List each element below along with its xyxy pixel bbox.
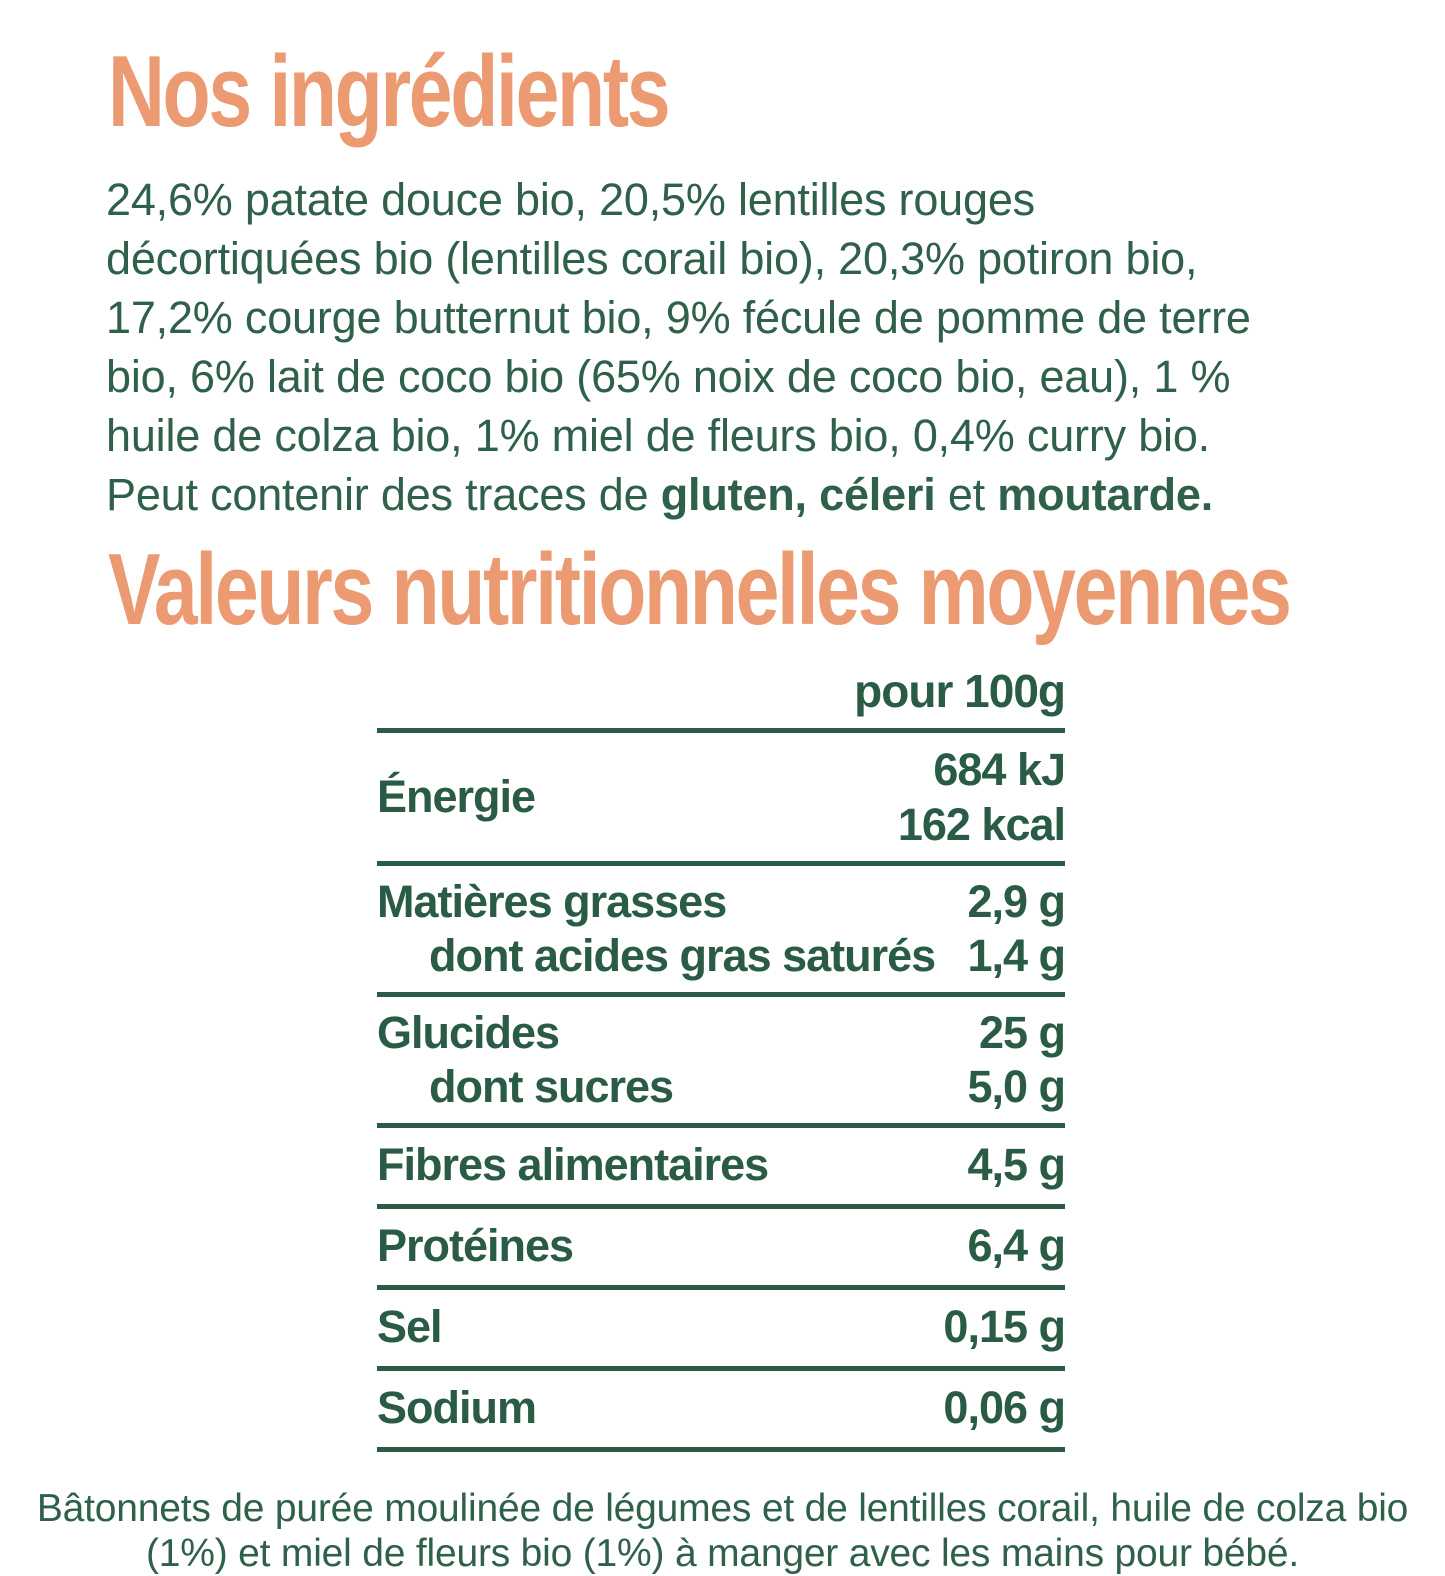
row-sel: [377, 1285, 1065, 1366]
ingredient-line: 17,2% courge butternut bio, 9% fécule de pomme de terre: [106, 292, 1251, 343]
allergen-sep: [807, 469, 819, 520]
allergen-celeri: céleri: [819, 469, 936, 520]
footer-line: (1%) et miel de fleurs bio (1%) à manger avec les mains pour bébé.: [145, 1532, 1299, 1575]
per-100g-header: pour 100g: [854, 665, 1065, 717]
ingredient-line: bio, 6% lait de coco bio (65% noix de coco bio, eau), 1 %: [106, 351, 1231, 402]
footer-description: [0, 1486, 1445, 1576]
row-label: Protéines: [377, 1220, 574, 1271]
allergen-line: [106, 465, 1409, 524]
row-fibres: [377, 1123, 1065, 1204]
nutrition-table-container: [377, 664, 1065, 1452]
subrow-acides-gras-satures: [377, 929, 1065, 983]
row-label: Sodium: [377, 1382, 536, 1433]
nutrition-title: [108, 534, 1445, 658]
subrow-value: 1,4 g: [967, 930, 1065, 981]
allergen-gluten: gluten,: [660, 469, 807, 520]
ingredients-text: [106, 170, 1409, 524]
row-label: Énergie: [377, 771, 536, 822]
nutrition-title-text: Valeurs nutritionnelles moyennes: [108, 534, 1290, 646]
nutrition-table: [377, 728, 1065, 1452]
row-matieres-grasses: [377, 861, 1065, 992]
row-energie: [377, 728, 1065, 861]
row-values: [898, 742, 1065, 852]
subrow-label: dont sucres: [429, 1061, 674, 1112]
fat-main-row: [377, 875, 1065, 929]
carbs-main-row: [377, 1006, 1065, 1060]
row-value: 0,06 g: [943, 1382, 1065, 1433]
row-value: 0,15 g: [943, 1301, 1065, 1352]
subrow-label: dont acides gras saturés: [429, 930, 936, 981]
energy-kj: 684 kJ: [933, 744, 1065, 795]
row-value: 6,4 g: [967, 1220, 1065, 1271]
ingredients-title-text: Nos ingrédients: [108, 36, 669, 148]
subrow-value: 5,0 g: [967, 1061, 1065, 1112]
ingredient-line: huile de colza bio, 1% miel de fleurs bio, 0,4% curry bio.: [106, 410, 1210, 461]
row-label: Sel: [377, 1301, 442, 1352]
row-label: Matières grasses: [377, 876, 727, 927]
ingredients-title: [108, 36, 1445, 154]
row-label: Fibres alimentaires: [377, 1139, 769, 1190]
row-value: 4,5 g: [967, 1139, 1065, 1190]
allergen-moutarde: moutarde.: [997, 469, 1214, 520]
row-label: Glucides: [377, 1007, 560, 1058]
energy-kcal: 162 kcal: [897, 799, 1065, 850]
ingredient-line: décortiquées bio (lentilles corail bio), 20,3% potiron bio,: [106, 233, 1198, 284]
subrow-sucres: [377, 1060, 1065, 1114]
row-glucides: [377, 992, 1065, 1123]
row-proteines: [377, 1204, 1065, 1285]
allergen-prefix: Peut contenir des traces de: [106, 469, 661, 520]
allergen-sep: et: [935, 469, 998, 520]
row-value: 2,9 g: [967, 876, 1065, 927]
row-sodium: [377, 1366, 1065, 1447]
row-value: 25 g: [978, 1007, 1065, 1058]
footer-line: Bâtonnets de purée moulinée de légumes et de lentilles corail, huile de colza bio: [36, 1487, 1409, 1530]
ingredient-line: 24,6% patate douce bio, 20,5% lentilles rouges: [106, 174, 1035, 225]
